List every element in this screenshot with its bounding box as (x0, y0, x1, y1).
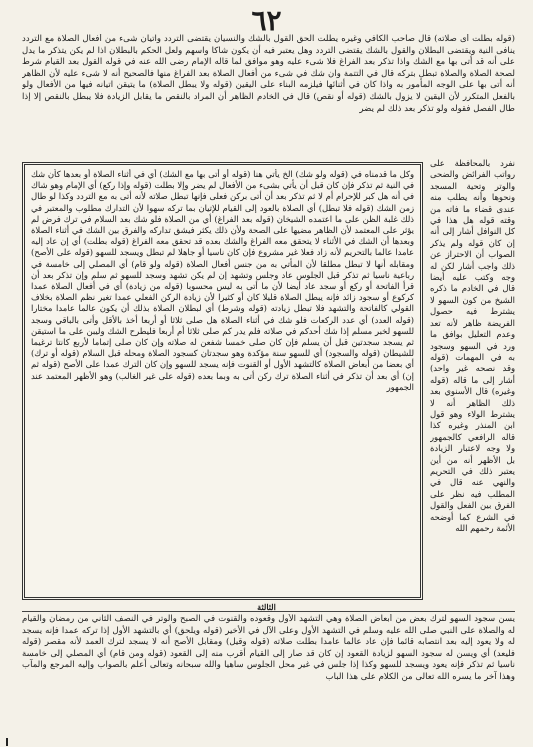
bordered-commentary-box (22, 162, 423, 600)
section-divider (22, 611, 515, 612)
right-margin-column: نفرد بالمحافظة على رواتب الفرائض والضحى والوتر وتحية المسجد ونحوها وأنه يطلب منه عندى قضاء ما فاته من وقته قوله هل هذا في كل النوافل أشار إلى أنه إن كان قوله ولم يذكر الصواب أن الاحتراز عن ذلك واجب أشار لكن له وجه وكتب عليه أيضا قال في الخادم ما ذكره الشيخ من كون السهو لا يشترط فيه حصول الفريضة ظاهر لأنه تعد وعدم التعليل بوافق ما ورد في السهو وسجود به في المهمات (قوله وقد نصحه غير واحد) أشار إلى ما قاله (قوله وغيره) قال الأسنوي بعد ذلك الظاهر أنه لا يشترط الولاء وهو قول ابن المنذر وغيره كذا قاله الرافعي كالجمهور ولا وجه لاعتبار الزيادة بل الأظهر أنه من أين يعتبر ذلك في التحريم والنهي عنه قال في المطلب فيه نظر على الفرق بين الفعل والقول في الشرع كما أوضحه الأئمة رحمهم الله (430, 158, 515, 533)
top-text-block: (قوله بطلت أى صلاته) قال صاحب الكافي وغيره يطلت الحق القول بالشك والنسيان يقتضى التردد واتيان شىء من أفعال الصلاة مع التردد ينافى النية ويقتضى البطلان والقول بالشك يقتضى التردد وهل يعتبر فيه أن يكون شاكا واسهم ولعل الحكم بالبطلان اذا لم يكن يتذكر ما يدل على أنه قد أتى بها مع الشك واذا تذكر بعد الفراغ فلا شىء عليه وهو موافق لما قاله الإمام رضى الله عنه في قوله القول بعد القيام شرط لصحة الصلاة والصلاة تبطل بتركه قال في التتمة وان شك في شىء من أفعال الصلاة بعد الفراغ منها فالصحيح أنه لا شىء عليه لأن الظاهر أنه أتى بها على الوجه المأمور به واذا كان في أثنائها فيلزمه البناء على اليقين (قوله ولا يبطل الصلاة) ما يتيقن اتيانه فيها من الأفعال ولو بالفعل المتكرر لأن اليقين لا يزول بالشك (قوله أو نقص) قال في الخادم الظاهر أن المراد بالنقص ما يقابل الزيادة فلا يبطل بالنقص إلا إذا طال الفصل فقوله ولو تذكر بعد ذلك لم يضر (22, 34, 515, 114)
margin-mark (6, 738, 8, 746)
page-number: ٦٢ (251, 4, 282, 37)
section-label: الثالثة (257, 602, 276, 612)
inner-text-block: وكل ما قدمناه في (قوله ولو شك) الخ يأتي هنا (قوله أو أتى بها مع الشك) أي في أثناء الصلاة أو بعدها كأن شك في النية ثم تذكر فإن كان قبل أن يأتي بشىء من الأفعال لم يضر وإلا بطلت (قوله وإذا ركع) أي الإمام وهو شاك في أنه هل كبر للإحرام أم لا ثم تذكر بعد أن أتى بركن فعلى فإنها تبطل صلاته لأنه أتى به مع التردد وكذا لو طال زمن الشك (قوله فلا تبطل) أي الصلاة بالعود إلى القيام للإتيان بما تركه سهوا لأن التدارك مطلوب والمعتبر في ذلك غلبة الظن على ما اعتمده الشيخان (قوله بعد الفراغ) أي من الصلاة فلو شك بعد السلام في ترك فرض لم يؤثر على المعتمد لأن الظاهر مضيها على الصحة ولأن ذلك يكثر فيشق تداركه والفرق بين الشك في أثناء الصلاة وبعدها أن الشك في الأثناء لا يتحقق معه الفراغ والشك بعده قد تحقق معه الفراغ (قوله بطلت) أي إن عاد إليه عامدا عالما بالتحريم لأنه زاد فعلا غير مشروع فإن كان ناسيا أو جاهلا لم تبطل ويسجد للسهو (قوله على الأصح) ومقابله أنها لا تبطل مطلقا لأن المأتي به من جنس أفعال الصلاة (قوله ولو قام) أي المصلي إلى خامسة في رباعية ناسيا ثم تذكر قبل الجلوس عاد وجلس وتشهد إن لم يكن تشهد وسجد للسهو ثم سلم وإن تذكر بعد أن قرأ الفاتحة أو ركع أو سجد عاد أيضا لأن ما أتى به ليس محسوبا (قوله من زيادة) أي في أفعال الصلاة عمدا كركوع أو سجود زائد فإنه يبطل الصلاة قليلا كان أو كثيرا لأن زيادة الركن الفعلي عمدا تغير نظم الصلاة بخلاف القولي كالفاتحة والتشهد فلا تبطل زيادته (قوله وشرط) أي لبطلان الصلاة بذلك أن يكون عالما عامدا مختارا (قوله العدد) أي عدد الركعات فلو شك في أثناء الصلاة هل صلى ثلاثا أو أربعا أخذ بالأقل وأتى بالباقي وسجد للسهو لخبر مسلم إذا شك أحدكم في صلاته فلم يدر كم صلى ثلاثا أم أربعا فليطرح الشك وليبن على ما استيقن ثم يسجد سجدتين قبل أن يسلم فإن كان صلى خمسا شفعن له صلاته وإن كان صلى إتماما لأربع كانتا ترغيما للشيطان (قوله والسجود) أي للسهو سنة مؤكدة وهو سجدتان كسجود الصلاة ومحله قبل السلام (قوله أو ترك) أي بعضا من أبعاض الصلاة كالتشهد الأول أو القنوت فإنه يسجد للسهو وإن كان الترك عمدا على الأصح (قوله ثم إن) أي بعد أن تذكر في أثناء الصلاة ترك ركن أتى به وبما بعده (قوله على غير الغالب) وهو الأظهر المعتمد عند الجمهور (31, 169, 414, 392)
bottom-text-block: يسن سجود السهو لترك بعض من أبعاض الصلاة وهي التشهد الأول وقعوده والقنوت في الصبح والوتر في النصف الثاني من رمضان والقيام له والصلاة على النبي صلى الله عليه وسلم في التشهد الأول وعلى الآل في الأخير (قوله ويلحق) أي بالتشهد الأول إذا تركه عمدا فإنه يسجد له ولا يعود إليه بعد انتصابه قائما فإن عاد عالما عامدا بطلت صلاته (قوله وقيل) ومقابل الأصح أنه لا يسجد لترك العمد لأنه مقصر (قوله فليعد) أي ويسن له سجود السهو لزيادة القعود إن كان قد صار إلى القيام أقرب منه إلى القعود (قوله ومن قام) أي المصلي إلى خامسة ناسيا ثم تذكر فإنه يعود ويسجد للسهو وكذا إذا جلس في غير محل الجلوس ساهيا والله سبحانه وتعالى أعلم بالصواب وإليه المرجع والمآب وهذا آخر ما يسره الله تعالى من الكلام على هذا الباب (22, 614, 515, 682)
